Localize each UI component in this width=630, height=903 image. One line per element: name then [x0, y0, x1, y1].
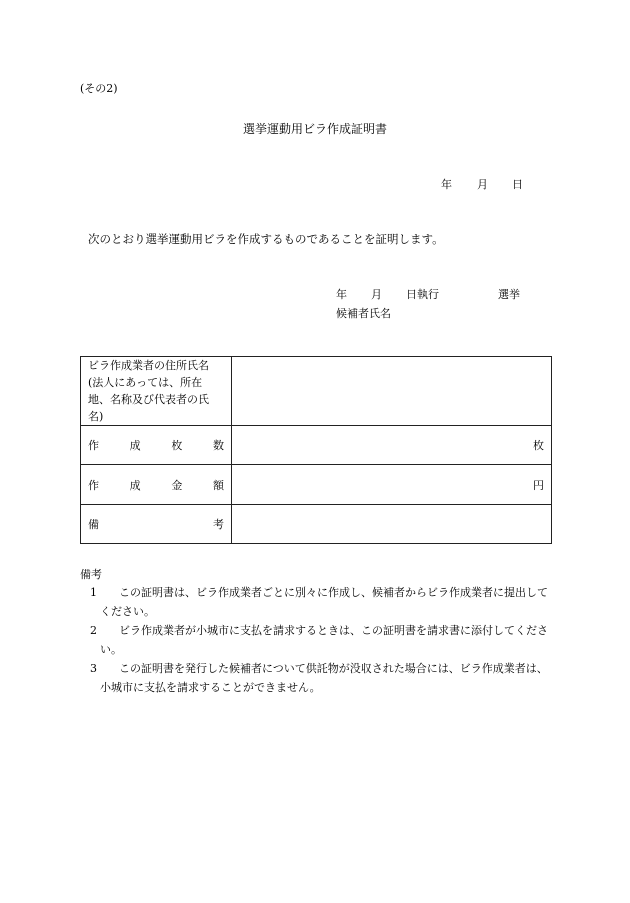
date-year: 年: [441, 178, 452, 191]
amount-label: [81, 465, 232, 505]
amount-label-char: 額: [212, 478, 224, 492]
candidate-name-label: 候補者氏名: [336, 307, 391, 320]
amount-label-char: 成: [129, 478, 141, 492]
table-row-address: [81, 357, 552, 426]
notes-title: 備考: [80, 568, 102, 581]
note-number: 2: [90, 624, 97, 637]
remarks-value[interactable]: [232, 505, 552, 544]
amount-label-char: 金: [171, 478, 183, 492]
election-year: 年: [336, 288, 347, 301]
note-text: ビラ作成業者が小城市に支払を請求するときは、この証明書を請求書に添付してください。: [100, 624, 548, 656]
table-row-remarks: [81, 505, 552, 544]
count-label-char: 数: [212, 439, 224, 452]
count-label: [81, 426, 232, 465]
note-number: 1: [90, 586, 97, 599]
address-label: ビラ作成業者の住所氏名(法人にあっては、所在地、名称及び代表者の氏名): [81, 357, 232, 426]
amount-label-char: 作: [88, 478, 99, 492]
election-month: 月: [371, 288, 382, 301]
amount-unit: 円: [533, 478, 544, 492]
table-row-amount: [81, 465, 552, 505]
amount-value[interactable]: [232, 465, 552, 505]
election-day-exec: 日執行: [406, 288, 439, 301]
date-month: 月: [477, 178, 488, 191]
note-item: [80, 583, 550, 621]
date-day: 日: [512, 178, 523, 191]
note-item: [80, 621, 550, 659]
election-label: 選挙: [498, 288, 520, 301]
remarks-label-char: 備: [88, 518, 99, 531]
note-number: 3: [90, 662, 97, 675]
count-label-char: 作: [88, 439, 99, 452]
count-label-char: 成: [129, 439, 141, 452]
remarks-label-char: 考: [213, 518, 224, 531]
count-unit: 枚: [533, 439, 544, 452]
address-value[interactable]: [232, 357, 552, 426]
note-item: [80, 659, 550, 697]
certification-statement: 次のとおり選挙運動用ビラを作成するものであることを証明します。: [88, 232, 444, 246]
note-text: この証明書は、ビラ作成業者ごとに別々に作成し、候補者からビラ作成業者に提出してください。: [100, 586, 548, 618]
count-label-char: 枚: [171, 439, 183, 452]
count-value[interactable]: [232, 426, 552, 465]
note-text: この証明書を発行した候補者について供託物が没収された場合には、ビラ作成業者は、小城市に支払を請求することができません。: [100, 662, 548, 694]
form-number: (その2): [80, 82, 118, 95]
certification-table: [80, 356, 552, 544]
remarks-label: [81, 505, 232, 544]
table-row-count: [81, 426, 552, 465]
document-title: 選挙運動用ビラ作成証明書: [242, 122, 387, 136]
